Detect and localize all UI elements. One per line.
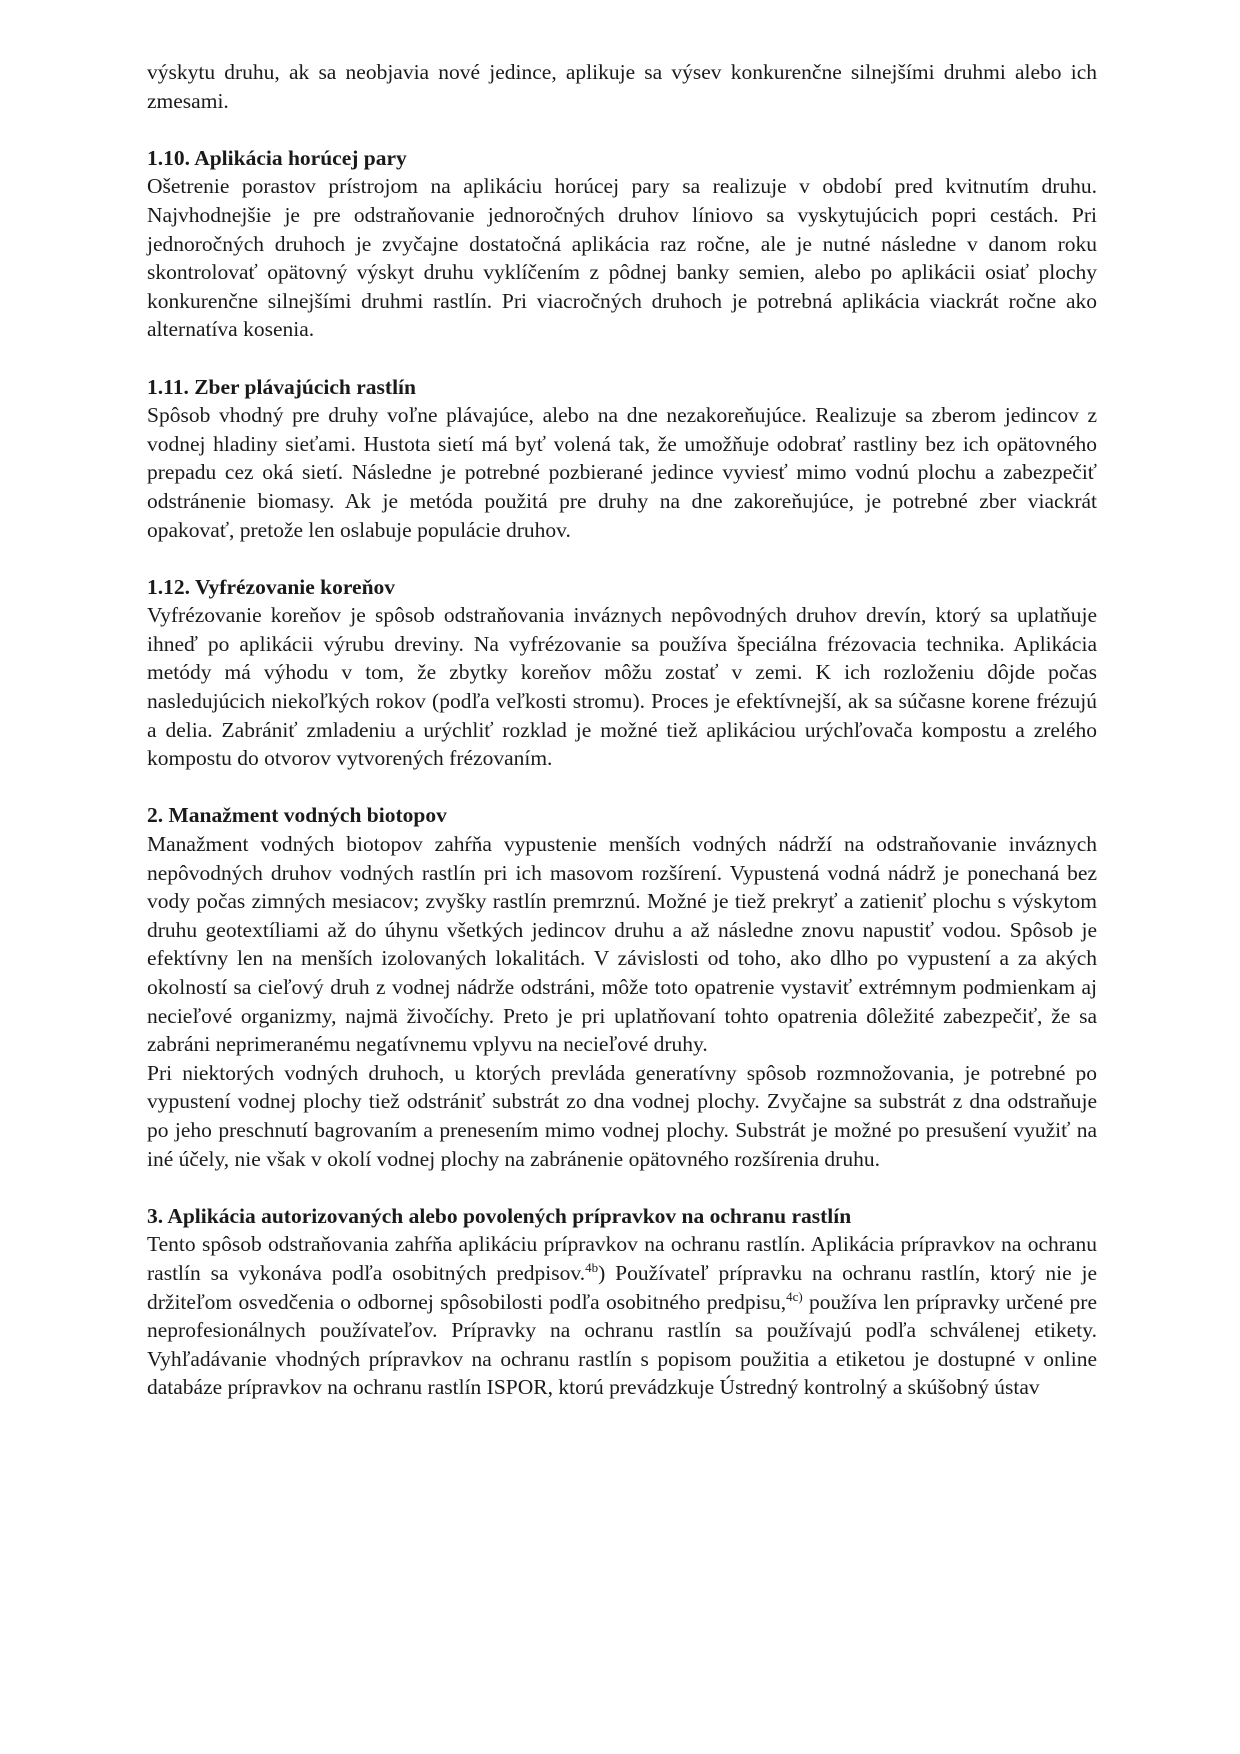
document-page: [147, 58, 1097, 1402]
paragraph-2b: Pri niektorých vodných druhoch, u ktorých prevláda generatívny spôsob rozmnožovania, je potrebné po vypustení vodnej plochy tiež odstrániť substrát zo dna vodnej plochy. Zvyčajne sa substrát z dna odstraňuje po jeho preschnutí bagrovaním a prenesením mimo vodnej plochy. Substrát je možné po presušení využiť na iné účely, nie však v okolí vodnej plochy na zabránenie opätovného rozšírenia druhu.: [147, 1060, 1097, 1171]
spacer: [147, 1173, 1097, 1202]
heading-1-10: 1.10. Aplikácia horúcej pary: [147, 145, 407, 170]
heading-1-12: 1.12. Vyfrézovanie koreňov: [147, 574, 396, 599]
paragraph-3: [147, 1230, 1097, 1402]
paragraph-1-10: Ošetrenie porastov prístrojom na aplikáciu horúcej pary sa realizuje v období pred kvitnutím druhu. Najvhodnejšie je pre odstraňovanie jednoročných druhov líniovo sa vyskytujúcich popri cestách. Pri jednoročných druhoch je zvyčajne dostatočná aplikácia raz ročne, ale je nutné následne v danom roku skontrolovať opätovný výskyt druhu vyklíčením z pôdnej banky semien, alebo po aplikácii osiať plochy konkurenčne silnejšími druhmi rastlín. Pri viacročných druhoch je potrebná aplikácia viackrát ročne ako alternatíva kosenia.: [147, 174, 1097, 342]
heading-1-11: 1.11. Zber plávajúcich rastlín: [147, 374, 416, 399]
intro-paragraph: výskytu druhu, ak sa neobjavia nové jedince, aplikuje sa výsev konkurenčne silnejšími druhmi alebo ich zmesami.: [147, 60, 1097, 113]
footnote-ref-4b: 4b: [585, 1259, 599, 1275]
spacer: [147, 544, 1097, 573]
spacer: [147, 344, 1097, 373]
heading-2: 2. Manažment vodných biotopov: [147, 803, 447, 828]
spacer: [147, 115, 1097, 144]
paragraph-1-11: Spôsob vhodný pre druhy voľne plávajúce, alebo na dne nezakoreňujúce. Realizuje sa zberom jedincov z vodnej hladiny sieťami. Hustota sietí má byť volená tak, že umožňuje odobrať rastliny bez ich opätovného prepadu cez oká sietí. Následne je potrebné pozbierané jedince vyviesť mimo vodnú plochu a zabezpečiť odstránenie biomasy. Ak je metóda použitá pre druhy na dne zakoreňujúce, je potrebné zber viackrát opakovať, pretože len oslabuje populácie druhov.: [147, 403, 1097, 542]
paragraph-1-12: Vyfrézovanie koreňov je spôsob odstraňovania inváznych nepôvodných druhov drevín, ktorý sa uplatňuje ihneď po aplikácii výrubu dreviny. Na vyfrézovanie sa používa špeciálna frézovacia technika. Aplikácia metódy má výhodu v tom, že zbytky koreňov môžu zostať v zemi. K ich rozloženiu dôjde počas nasledujúcich niekoľkých rokov (podľa veľkosti stromu). Proces je efektívnejší, ak sa súčasne korene frézujú a delia. Zabrániť zmladeniu a urýchliť rozklad je možné tiež aplikáciou urýchľovača kompostu a zrelého kompostu do otvorov vytvorených frézovaním.: [147, 603, 1097, 771]
spacer: [147, 773, 1097, 802]
heading-3: 3. Aplikácia autorizovaných alebo povolených prípravkov na ochranu rastlín: [147, 1203, 852, 1228]
paragraph-3-part-a: Tento spôsob odstraňovania zahŕňa aplikáciu prípravkov na ochranu rastlín. Aplikácia prípravkov na ochranu rastlín sa vykonáva podľa osobitných predpisov.: [147, 1232, 1097, 1285]
footnote-ref-4c: 4c): [786, 1288, 803, 1304]
paragraph-2a: Manažment vodných biotopov zahŕňa vypustenie menších vodných nádrží na odstraňovanie inváznych nepôvodných druhov vodných rastlín pri ich masovom rozšírení. Vypustená vodná nádrž je ponechaná bez vody počas zimných mesiacov; zvyšky rastlín premrznú. Možné je tiež prekryť a zatieniť plochu s výskytom druhu geotextíliami až do úhynu všetkých jedincov druhu a až následne znovu napustiť vodou. Spôsob je efektívny len na menších izolovaných lokalitách. V závislosti od toho, ako dlho po vypustení a za akých okolností sa cieľový druh z vodnej nádrže odstráni, môže toto opatrenie vystaviť extrémnym podmienkam aj necieľové organizmy, najmä živočíchy. Preto je pri uplatňovaní tohto opatrenia dôležité zabezpečiť, že sa zabráni neprimeranému negatívnemu vplyvu na necieľové druhy.: [147, 832, 1097, 1057]
paragraph-3-part-c: používa len prípravky určené pre neprofesionálnych používateľov. Prípravky na ochranu rastlín sa používajú podľa schválenej etikety. Vyhľadávanie vhodných prípravkov na ochranu rastlín s popisom použitia a etiketou je dostupné v online databáze prípravkov na ochranu rastlín ISPOR, ktorú prevádzkuje Ústredný kontrolný a skúšobný ústav: [147, 1289, 1097, 1400]
paragraph-3-part-b: ) Používateľ prípravku na ochranu rastlín, ktorý nie je držiteľom osvedčenia o odbornej spôsobilosti podľa osobitného predpisu,: [147, 1260, 1097, 1314]
